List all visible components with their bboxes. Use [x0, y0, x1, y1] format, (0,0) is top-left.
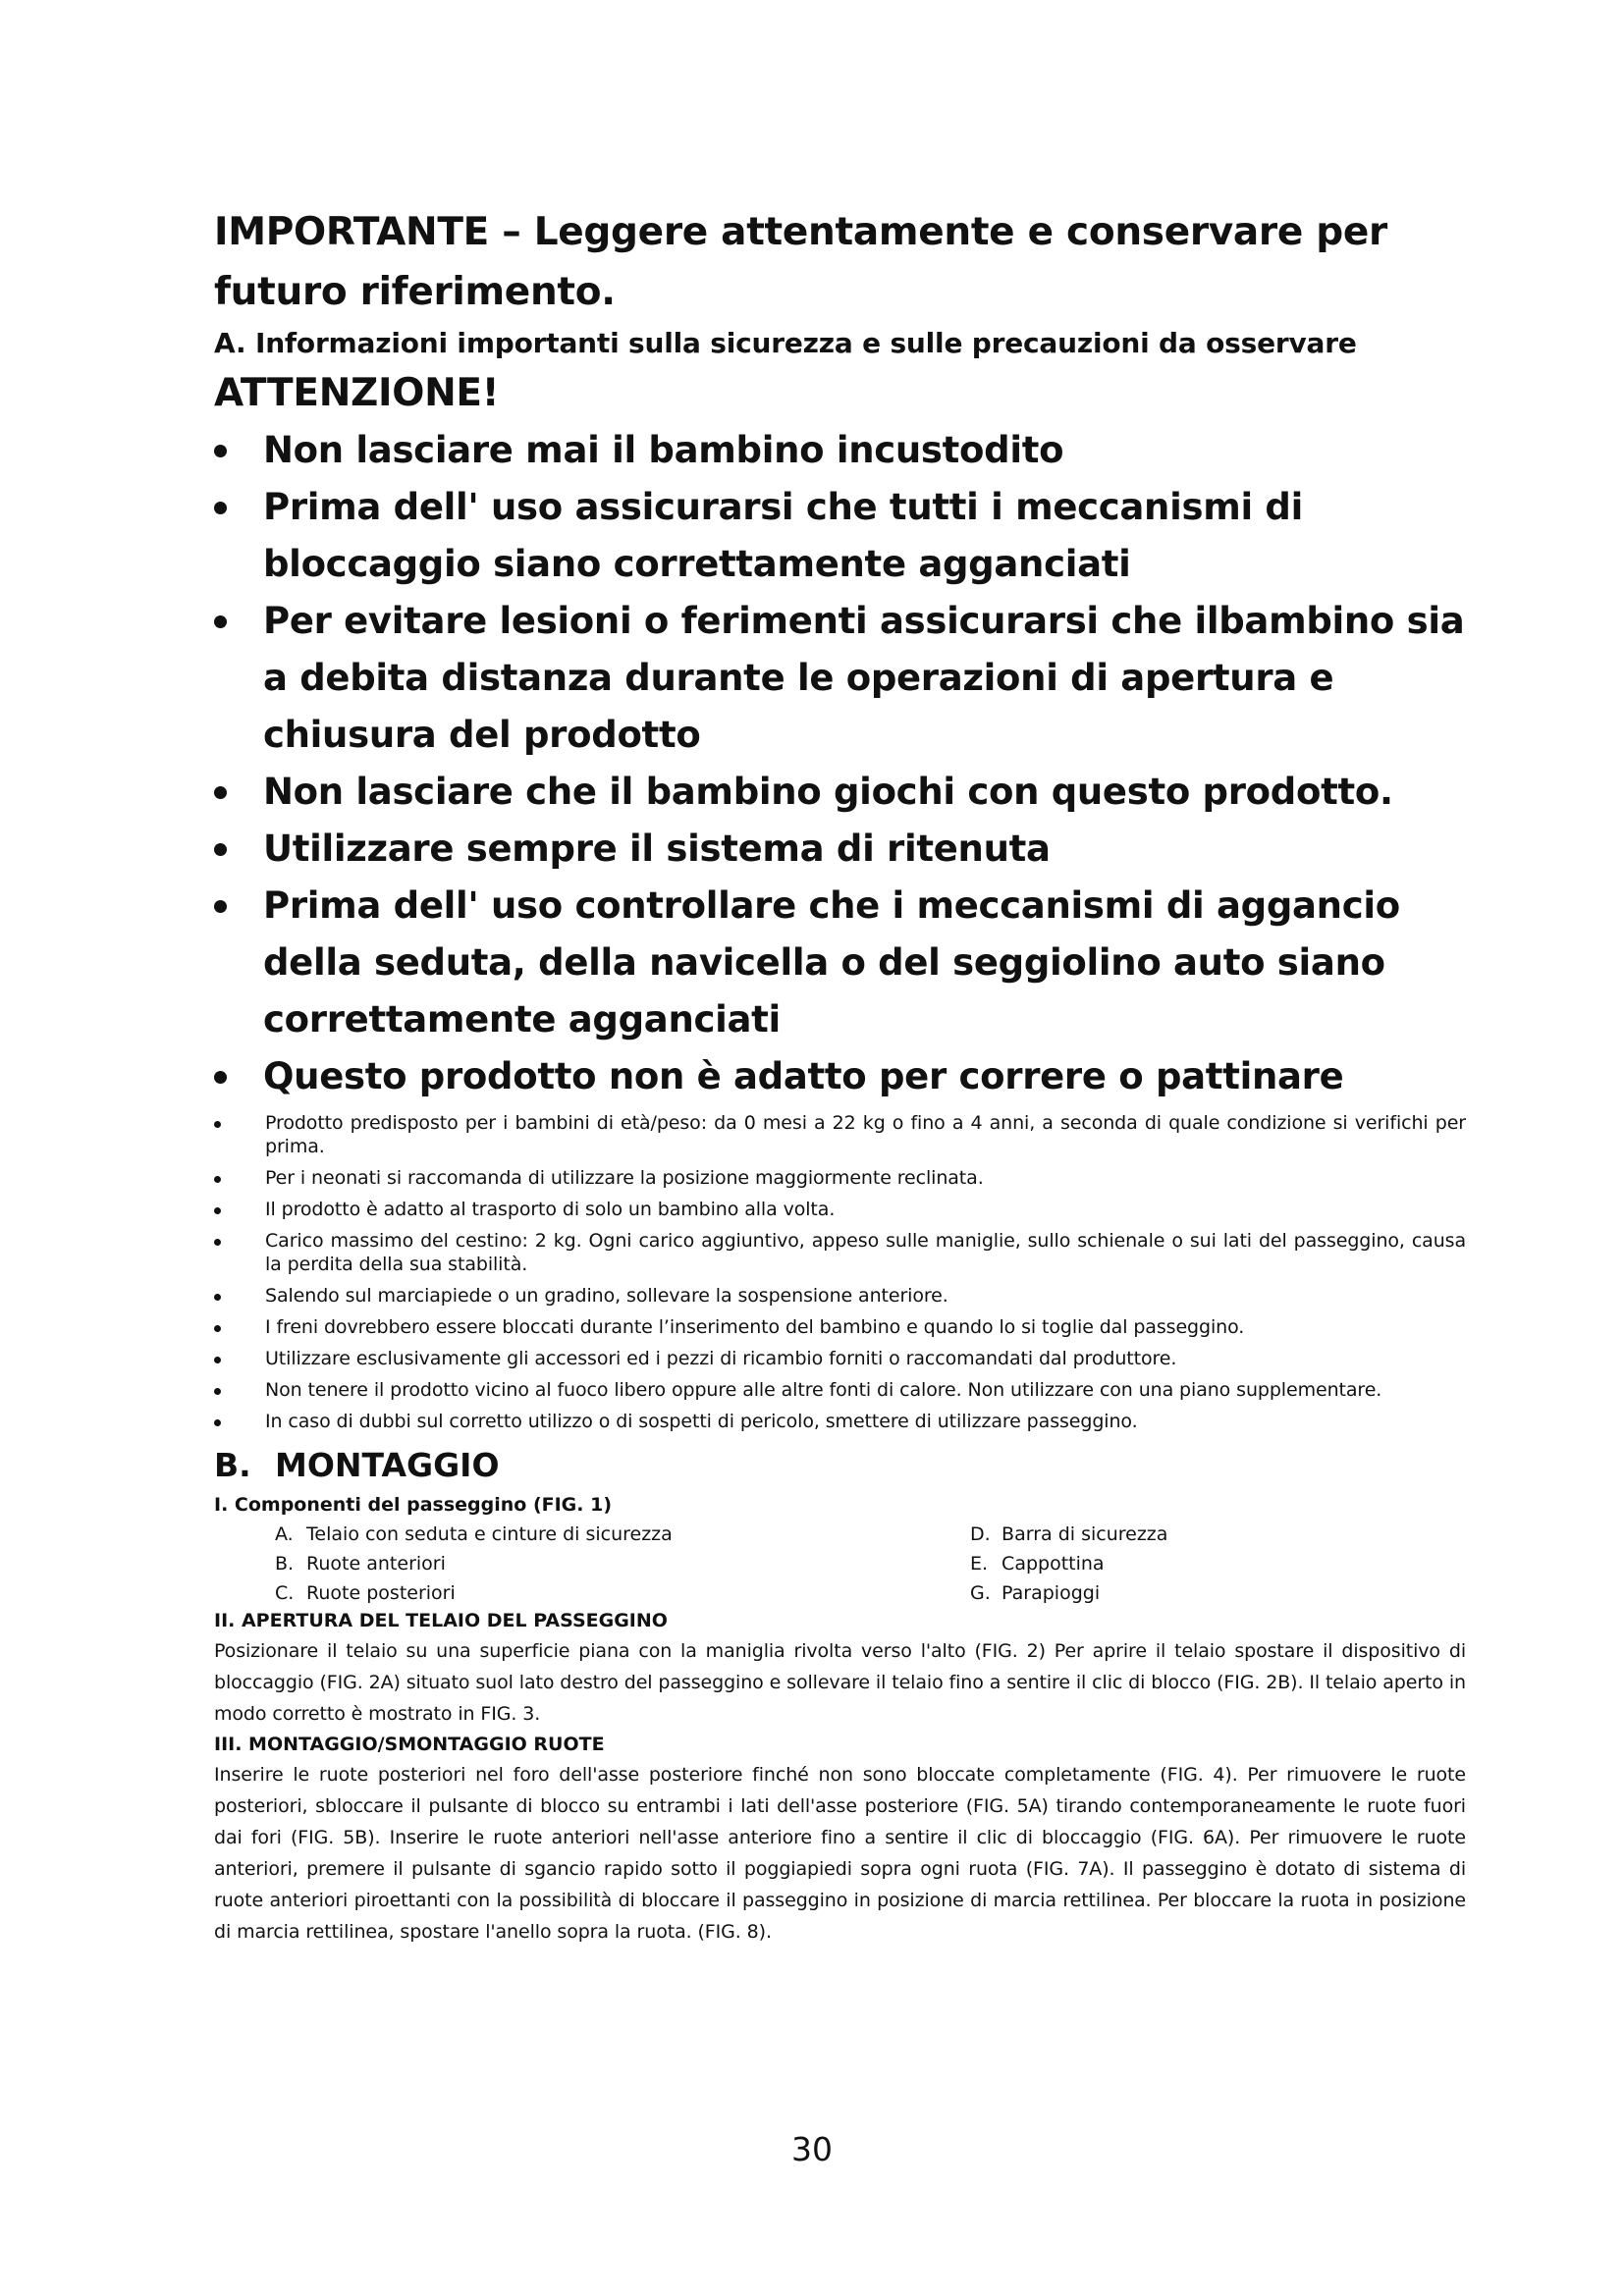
bullet-icon	[214, 1176, 221, 1183]
bullet-icon	[214, 1071, 227, 1084]
component-item	[970, 1520, 1167, 1549]
wheels-heading: III. MONTAGGIO/SMONTAGGIO RUOTE	[214, 1734, 605, 1755]
detail-warning-text: Per i neonati si raccomanda di utilizzare la posizione maggiormente reclinata.	[265, 1167, 984, 1189]
bullet-icon	[214, 1419, 221, 1426]
bullet-icon	[214, 843, 227, 856]
component-item	[970, 1549, 1167, 1578]
detail-warning-text: Non tenere il prodotto vicino al fuoco libero oppure alle altre fonti di calore. Non utilizzare con una piano supplementare.	[265, 1379, 1382, 1401]
page-number: 30	[791, 2130, 833, 2168]
main-warning-item	[214, 1048, 1466, 1105]
component-label: Parapioggi	[1001, 1582, 1101, 1604]
main-warning-item	[214, 878, 1466, 1048]
detail-warning-item	[214, 1229, 1466, 1276]
page-content	[214, 202, 1466, 1948]
components-heading: I. Componenti del passeggino (FIG. 1)	[214, 1494, 613, 1516]
component-label: Cappottina	[1001, 1553, 1105, 1575]
component-letter: A.	[275, 1523, 294, 1545]
detail-warning-item	[214, 1410, 1466, 1433]
detail-warning-text: I freni dovrebbero essere bloccati durante l’inserimento del bambino e quando lo si toglie dal passeggino.	[265, 1316, 1245, 1338]
main-warning-text: Prima dell' uso assicurarsi che tutti i meccanismi di bloccaggio siano correttamente agganciati	[263, 486, 1303, 585]
bullet-icon	[214, 1207, 221, 1214]
detail-warning-text: Il prodotto è adatto al trasporto di solo un bambino alla volta.	[265, 1199, 836, 1220]
component-letter: B.	[275, 1553, 295, 1575]
main-warning-item	[214, 422, 1466, 479]
main-warning-text: Questo prodotto non è adatto per correre o pattinare	[263, 1055, 1344, 1097]
main-warnings-list	[214, 422, 1466, 1105]
component-letter: E.	[970, 1553, 989, 1575]
montaggio-section-heading	[214, 1441, 1466, 1490]
detail-warning-item	[214, 1347, 1466, 1370]
main-warning-text: Per evitare lesioni o ferimenti assicurarsi che ilbambino sia a debita distanza durante le operazioni di apertura e chiusura del prodotto	[263, 600, 1465, 756]
component-letter: G.	[970, 1582, 991, 1604]
components-column-right	[970, 1520, 1167, 1608]
component-item	[275, 1549, 673, 1578]
detail-warning-text: In caso di dubbi sul corretto utilizzo o di sospetti di pericolo, smettere di utilizzare passeggino.	[265, 1411, 1138, 1432]
opening-paragraph: Posizionare il telaio su una superficie piana con la maniglia rivolta verso l'alto (FIG. 2) Per aprire il telaio spostare il dispositivo di bloccaggio (FIG. 2A) situato suol lato destro del passeggino e sollevare il telaio fino a sentire il clic di blocco (FIG. 2B). Il telaio aperto in modo corretto è mostrato in FIG. 3.	[214, 1640, 1466, 1725]
components-column-left	[275, 1520, 673, 1608]
bullet-icon	[214, 786, 227, 799]
bullet-icon	[214, 615, 227, 628]
main-warning-text: Utilizzare sempre il sistema di ritenuta	[263, 828, 1051, 870]
wheels-paragraph: Inserire le ruote posteriori nel foro dell'asse posteriore finché non sono bloccate completamente (FIG. 4). Per rimuovere le ruote posteriori, sbloccare il pulsante di blocco su entrambi i lati dell'asse posteriore (FIG. 5A) tirando contemporaneamente le ruote fuori dai fori (FIG. 5B). Inserire le ruote anteriori nell'asse anteriore fino a sentire il clic di bloccaggio (FIG. 6A). Per rimuovere le ruote anteriori, premere il pulsante di sgancio rapido sotto il poggiapiedi sopra ogni ruota (FIG. 7A). Il passeggino è dotato di sistema di ruote anteriori piroettanti con la possibilità di bloccare il passeggino in posizione di marcia rettilinea. Per bloccare la ruota in posizione di marcia rettilinea, spostare l'anello sopra la ruota. (FIG. 8).	[214, 1764, 1466, 1943]
section-title: MONTAGGIO	[275, 1446, 500, 1484]
opening-heading: II. APERTURA DEL TELAIO DEL PASSEGGINO	[214, 1610, 668, 1631]
main-warning-text: Non lasciare mai il bambino incustodito	[263, 429, 1064, 471]
detail-warnings-list	[214, 1111, 1466, 1433]
bullet-icon	[214, 445, 227, 457]
bullet-icon	[214, 502, 227, 514]
detail-warning-item	[214, 1315, 1466, 1339]
bullet-icon	[214, 1121, 221, 1128]
component-item	[275, 1520, 673, 1549]
component-label: Ruote anteriori	[306, 1553, 446, 1575]
detail-warning-text: Carico massimo del cestino: 2 kg. Ogni carico aggiuntivo, appeso sulle maniglie, sullo schienale o sui lati del passeggino, causa la perdita della sua stabilità.	[265, 1230, 1466, 1275]
bullet-icon	[214, 900, 227, 913]
section-number: B.	[214, 1446, 251, 1484]
component-label: Ruote posteriori	[306, 1582, 456, 1604]
component-letter: C.	[275, 1582, 295, 1604]
bullet-icon	[214, 1388, 221, 1395]
bullet-icon	[214, 1357, 221, 1363]
detail-warning-item	[214, 1111, 1466, 1158]
main-warning-item	[214, 821, 1466, 878]
detail-warning-item	[214, 1378, 1466, 1402]
main-warning-text: Prima dell' uso controllare che i meccanismi di aggancio della seduta, della navicella o del seggiolino auto siano correttamente agganciati	[263, 884, 1400, 1041]
main-warning-item	[214, 764, 1466, 821]
detail-warning-item	[214, 1284, 1466, 1308]
bullet-icon	[214, 1325, 221, 1332]
main-warning-item	[214, 479, 1466, 593]
component-label: Telaio con seduta e cinture di sicurezza	[306, 1523, 673, 1545]
component-label: Barra di sicurezza	[1001, 1523, 1168, 1545]
page-title: IMPORTANTE – Leggere attentamente e conservare per futuro riferimento.	[214, 210, 1387, 314]
bullet-icon	[214, 1294, 221, 1301]
component-item	[970, 1578, 1167, 1608]
detail-warning-text: Prodotto predisposto per i bambini di età/peso: da 0 mesi a 22 kg o fino a 4 anni, a seconda di quale condizione si verifichi per prima.	[265, 1112, 1466, 1157]
detail-warning-item	[214, 1166, 1466, 1190]
main-warning-item	[214, 593, 1466, 764]
component-letter: D.	[970, 1523, 991, 1545]
component-item	[275, 1578, 673, 1608]
warning-heading: ATTENZIONE!	[214, 371, 500, 415]
components-list	[214, 1520, 1466, 1606]
detail-warning-text: Utilizzare esclusivamente gli accessori ed i pezzi di ricambio forniti o raccomandati dal produttore.	[265, 1348, 1177, 1369]
bullet-icon	[214, 1239, 221, 1246]
detail-warning-item	[214, 1198, 1466, 1221]
safety-section-heading: A. Informazioni importanti sulla sicurezza e sulle precauzioni da osservare	[214, 327, 1357, 359]
main-warning-text: Non lasciare che il bambino giochi con questo prodotto.	[263, 771, 1393, 813]
detail-warning-text: Salendo sul marciapiede o un gradino, sollevare la sospensione anteriore.	[265, 1285, 948, 1307]
